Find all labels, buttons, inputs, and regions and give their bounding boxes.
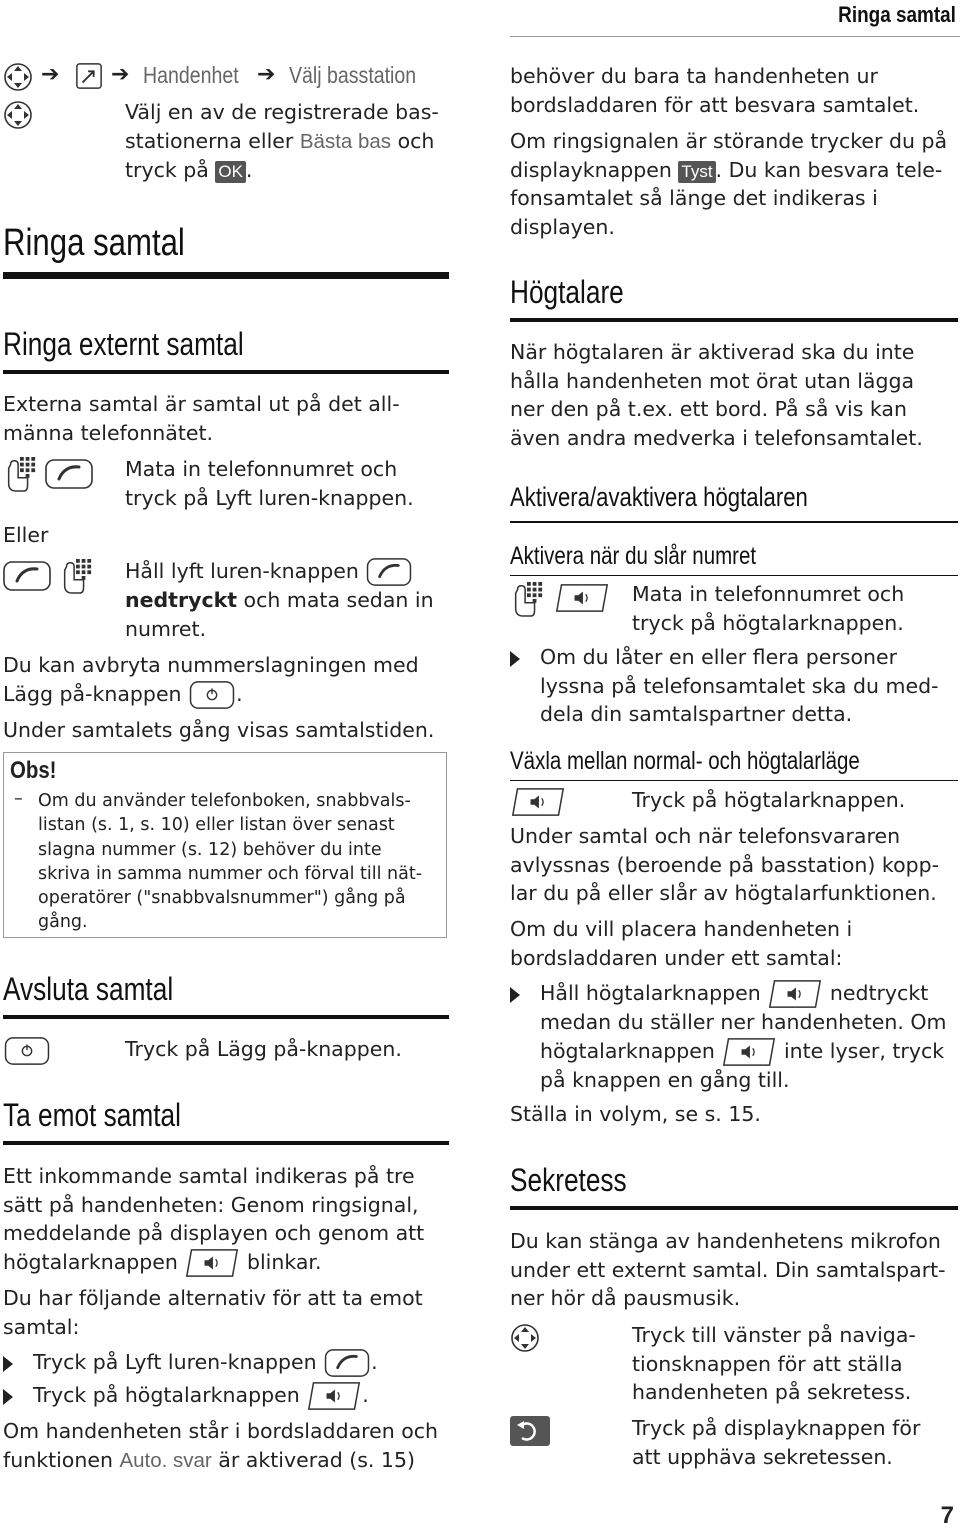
note-line: Om du använder telefonboken, snabbvals- bbox=[38, 791, 411, 811]
paragraph-line: displayknappen bbox=[510, 157, 679, 182]
paragraph-line: Under samtal och när telefonsvararen bbox=[510, 824, 901, 848]
step-text: tryck på högtalarknappen. bbox=[632, 610, 904, 635]
step-text: Mata in telefonnumret och bbox=[125, 457, 398, 481]
speaker-key-icon bbox=[721, 1038, 777, 1066]
mute-step bbox=[510, 1321, 958, 1411]
heading-rule bbox=[3, 370, 449, 374]
bullet-text: högtalarknappen bbox=[540, 1038, 715, 1063]
paragraph-line: Om handenheten står i bordsladdaren och bbox=[3, 1419, 439, 1443]
bullet-text: Tryck på Lyft luren-knappen bbox=[33, 1350, 317, 1374]
note-line: gång. bbox=[38, 912, 88, 933]
right-intro bbox=[510, 62, 958, 119]
heading-rule bbox=[510, 318, 958, 322]
ok-softkey: OK bbox=[215, 161, 246, 183]
speaker-key-icon bbox=[306, 1382, 362, 1410]
note-line: skriva in samma nummer och förval till nät- bbox=[38, 863, 423, 884]
section-title-sekretess: Sekretess bbox=[510, 1162, 627, 1198]
bullet-item bbox=[510, 979, 958, 1099]
bullet-text: . bbox=[362, 1383, 369, 1407]
bullet-item bbox=[3, 1348, 449, 1378]
note-line: operatörer ("snabbvalsnummer") gång på bbox=[38, 888, 406, 909]
note-title: Obs! bbox=[10, 757, 57, 784]
bullet-text: lyssna på telefonsamtalet ska du med- bbox=[540, 673, 939, 698]
bullet-text: Tryck på högtalarknappen bbox=[33, 1383, 300, 1407]
step-text: Tryck på högtalarknappen. bbox=[632, 788, 906, 812]
menu-item-handenhet: Handenhet bbox=[143, 62, 239, 88]
bullet-item bbox=[3, 1381, 449, 1411]
step-text: Tryck på Lägg på-knappen. bbox=[125, 1037, 402, 1061]
note-text bbox=[38, 789, 442, 935]
bullet-text: dela din samtalspartner detta. bbox=[540, 702, 853, 727]
step-text: . bbox=[245, 158, 253, 183]
section-title-ringa-samtal: Ringa samtal bbox=[3, 222, 185, 264]
bullet-item bbox=[510, 643, 958, 733]
keypad-icon bbox=[510, 580, 544, 618]
speaker-toggle-step bbox=[510, 786, 958, 818]
heading-rule bbox=[510, 521, 958, 523]
paragraph-line: bordsladdaren för att besvara samtalet. bbox=[510, 92, 920, 117]
paragraph-line: behöver du bara ta handenheten ur bbox=[510, 64, 878, 88]
note-line: listan (s. 1, s. 10) eller listan över senast bbox=[38, 815, 395, 836]
bullet-arrow-icon bbox=[3, 1389, 13, 1405]
paragraph-line: funktionen bbox=[3, 1447, 120, 1472]
hold-talk-step bbox=[3, 557, 449, 647]
avbryt-paragraph bbox=[3, 651, 449, 709]
step-text: Tryck till vänster på naviga- bbox=[632, 1323, 916, 1347]
talk-key-icon bbox=[365, 558, 413, 586]
section-title-ta-emot: Ta emot samtal bbox=[3, 1097, 181, 1133]
step-text: Tryck på displayknappen för bbox=[632, 1416, 921, 1440]
bullet-text: inte lyser, tryck bbox=[783, 1038, 945, 1063]
step-text: tionsknappen för att ställa bbox=[632, 1351, 903, 1376]
paragraph-line: Externa samtal är samtal ut på det all- bbox=[3, 392, 400, 416]
heading-rule bbox=[3, 1141, 449, 1145]
step-text: tryck på Lyft luren-knappen. bbox=[125, 485, 414, 510]
arrow-icon: ➔ bbox=[111, 62, 130, 87]
talk-key-icon bbox=[45, 459, 93, 489]
paragraph-line: samtal: bbox=[3, 1314, 80, 1339]
step-text: numret. bbox=[125, 616, 207, 641]
note-dash: – bbox=[14, 789, 23, 809]
heading-rule bbox=[510, 1206, 958, 1210]
heading-rule bbox=[3, 272, 449, 279]
emphasis-nedtryckt: nedtryckt bbox=[125, 588, 238, 612]
bullet-text: medan du ställer ner handenheten. Om bbox=[540, 1010, 947, 1034]
paragraph-line: hålla handenheten mot örat utan lägga bbox=[510, 368, 915, 393]
aktivera-p2 bbox=[510, 915, 958, 972]
step-text: tryck på bbox=[125, 158, 216, 183]
bullet-arrow-icon bbox=[510, 651, 520, 667]
ta-emot-p2 bbox=[3, 1284, 449, 1341]
step-text: och bbox=[391, 128, 435, 153]
select-base-step bbox=[3, 98, 449, 188]
keypad-icon bbox=[3, 455, 37, 493]
menu-item-valj-basstation: Välj basstation bbox=[289, 62, 417, 88]
paragraph-line: ner hör då pausmusik. bbox=[510, 1286, 741, 1311]
paragraph-line: under ett externt samtal. Din samtalspart- bbox=[510, 1257, 946, 1282]
paragraph-line: Om ringsignalen är störande trycker du på bbox=[510, 129, 948, 153]
keypad-icon bbox=[59, 557, 93, 595]
back-softkey-icon bbox=[510, 1416, 550, 1446]
nav-path bbox=[3, 62, 449, 92]
step-text: att upphäva sekretessen. bbox=[632, 1444, 893, 1469]
paragraph-line: Du kan stänga av handenhetens mikrofon bbox=[510, 1229, 941, 1253]
under-paragraph: Under samtalets gång visas samtalstiden. bbox=[3, 718, 435, 742]
step-text: handenheten på sekretess. bbox=[632, 1380, 912, 1405]
unmute-step bbox=[510, 1414, 958, 1474]
hogtalare-paragraph bbox=[510, 338, 958, 452]
paragraph-line: lar du på eller slår av högtalarfunktionen. bbox=[510, 881, 937, 906]
arrow-icon: ➔ bbox=[257, 62, 276, 87]
speaker-dial-step bbox=[510, 580, 958, 640]
speaker-key-icon bbox=[554, 584, 610, 612]
bullet-text: . bbox=[371, 1350, 378, 1374]
volym-line: Ställa in volym, se s. 15. bbox=[510, 1102, 761, 1126]
keyword-basta-bas: Bästa bas bbox=[299, 129, 392, 153]
step-text: Håll lyft luren-knappen bbox=[125, 559, 359, 583]
subsection-title-aktivera-slar: Aktivera när du slår numret bbox=[510, 542, 757, 570]
right-intro-2 bbox=[510, 127, 958, 241]
paragraph-line: ner den på t.ex. ett bord. På så vis kan bbox=[510, 397, 907, 422]
bullet-text: Håll högtalarknappen bbox=[540, 981, 761, 1005]
arrow-icon: ➔ bbox=[41, 62, 60, 87]
section-title-hogtalare: Högtalare bbox=[510, 274, 624, 310]
paragraph-line: fonsamtalet så länge det indikeras i bbox=[510, 186, 878, 211]
paragraph-line: Om du vill placera handenheten i bbox=[510, 917, 853, 941]
paragraph-line: Ett inkommande samtal indikeras på tre bbox=[3, 1164, 415, 1188]
navigation-key-icon bbox=[3, 100, 33, 130]
end-call-step bbox=[3, 1035, 449, 1067]
paragraph-line: blinkar. bbox=[246, 1249, 322, 1274]
step-text: stationerna eller bbox=[125, 128, 300, 153]
eller-label: Eller bbox=[3, 523, 49, 547]
paragraph-line: . bbox=[236, 681, 243, 706]
bullet-arrow-icon bbox=[510, 987, 520, 1003]
speaker-key-icon bbox=[510, 788, 566, 816]
step-text: Mata in telefonnumret och bbox=[632, 582, 905, 606]
paragraph-line: meddelande på displayen och genom att bbox=[3, 1221, 425, 1246]
paragraph-line: Du har följande alternativ för att ta emot bbox=[3, 1286, 423, 1310]
step-text: Välj en av de registrerade bas- bbox=[125, 100, 439, 124]
externt-intro bbox=[3, 390, 449, 447]
note-line: slagna nummer (s. 12) behöver du inte bbox=[38, 839, 382, 860]
paragraph-line: männa telefonnätet. bbox=[3, 420, 214, 445]
step-text: och mata sedan in bbox=[237, 588, 434, 612]
aktivera-p1 bbox=[510, 822, 958, 908]
paragraph-line: avlyssnas (beroende på basstation) kopp- bbox=[510, 852, 940, 877]
bullet-text: på knappen en gång till. bbox=[540, 1067, 790, 1092]
paragraph-line: displayen. bbox=[510, 214, 615, 239]
menu-icon bbox=[75, 62, 103, 90]
ta-emot-p1 bbox=[3, 1162, 449, 1277]
speaker-key-icon bbox=[767, 980, 823, 1008]
paragraph-line: När högtalaren är aktiverad ska du inte bbox=[510, 340, 915, 364]
end-call-key-icon bbox=[3, 1037, 51, 1065]
navigation-key-icon bbox=[3, 62, 33, 92]
navigation-key-icon bbox=[510, 1323, 540, 1353]
paragraph-line: . Du kan besvara tele- bbox=[715, 157, 943, 182]
dial-step bbox=[3, 455, 449, 515]
sekretess-paragraph bbox=[510, 1227, 958, 1313]
end-call-key-icon bbox=[188, 681, 236, 709]
heading-rule bbox=[510, 780, 958, 781]
keyword-auto-svar: Auto. svar bbox=[119, 1448, 212, 1472]
page-number: 7 bbox=[940, 1502, 954, 1529]
talk-key-icon bbox=[323, 1349, 371, 1377]
subsection-title-vaxla: Växla mellan normal- och högtalarläge bbox=[510, 747, 860, 775]
header-rule bbox=[510, 36, 960, 37]
note-box bbox=[3, 752, 447, 938]
heading-rule bbox=[510, 575, 958, 576]
talk-key-icon bbox=[3, 561, 51, 591]
section-title-avsluta: Avsluta samtal bbox=[3, 971, 174, 1007]
speaker-key-icon bbox=[184, 1249, 240, 1277]
paragraph-line: Lägg på-knappen bbox=[3, 681, 182, 706]
paragraph-line: Du kan avbryta nummerslagningen med bbox=[3, 653, 419, 677]
section-title-aktivera: Aktivera/avaktivera högtalaren bbox=[510, 482, 808, 512]
ta-emot-p3 bbox=[3, 1417, 449, 1475]
bullet-text: nedtryckt bbox=[829, 981, 929, 1005]
paragraph-line: även andra medverka i telefonsamtalet. bbox=[510, 425, 923, 450]
paragraph-line: är aktiverad (s. 15) bbox=[211, 1447, 416, 1472]
paragraph-line: sätt på handenheten: Genom ringsignal, bbox=[3, 1192, 419, 1217]
paragraph-line: högtalarknappen bbox=[3, 1249, 178, 1274]
section-title-externt: Ringa externt samtal bbox=[3, 326, 244, 362]
bullet-arrow-icon bbox=[3, 1356, 13, 1372]
heading-rule bbox=[3, 1015, 449, 1019]
tyst-softkey: Tyst bbox=[678, 161, 715, 183]
bullet-text: Om du låter en eller flera personer bbox=[540, 645, 898, 669]
paragraph-line: bordsladdaren under ett samtal: bbox=[510, 945, 843, 970]
page-header-title: Ringa samtal bbox=[838, 2, 956, 27]
